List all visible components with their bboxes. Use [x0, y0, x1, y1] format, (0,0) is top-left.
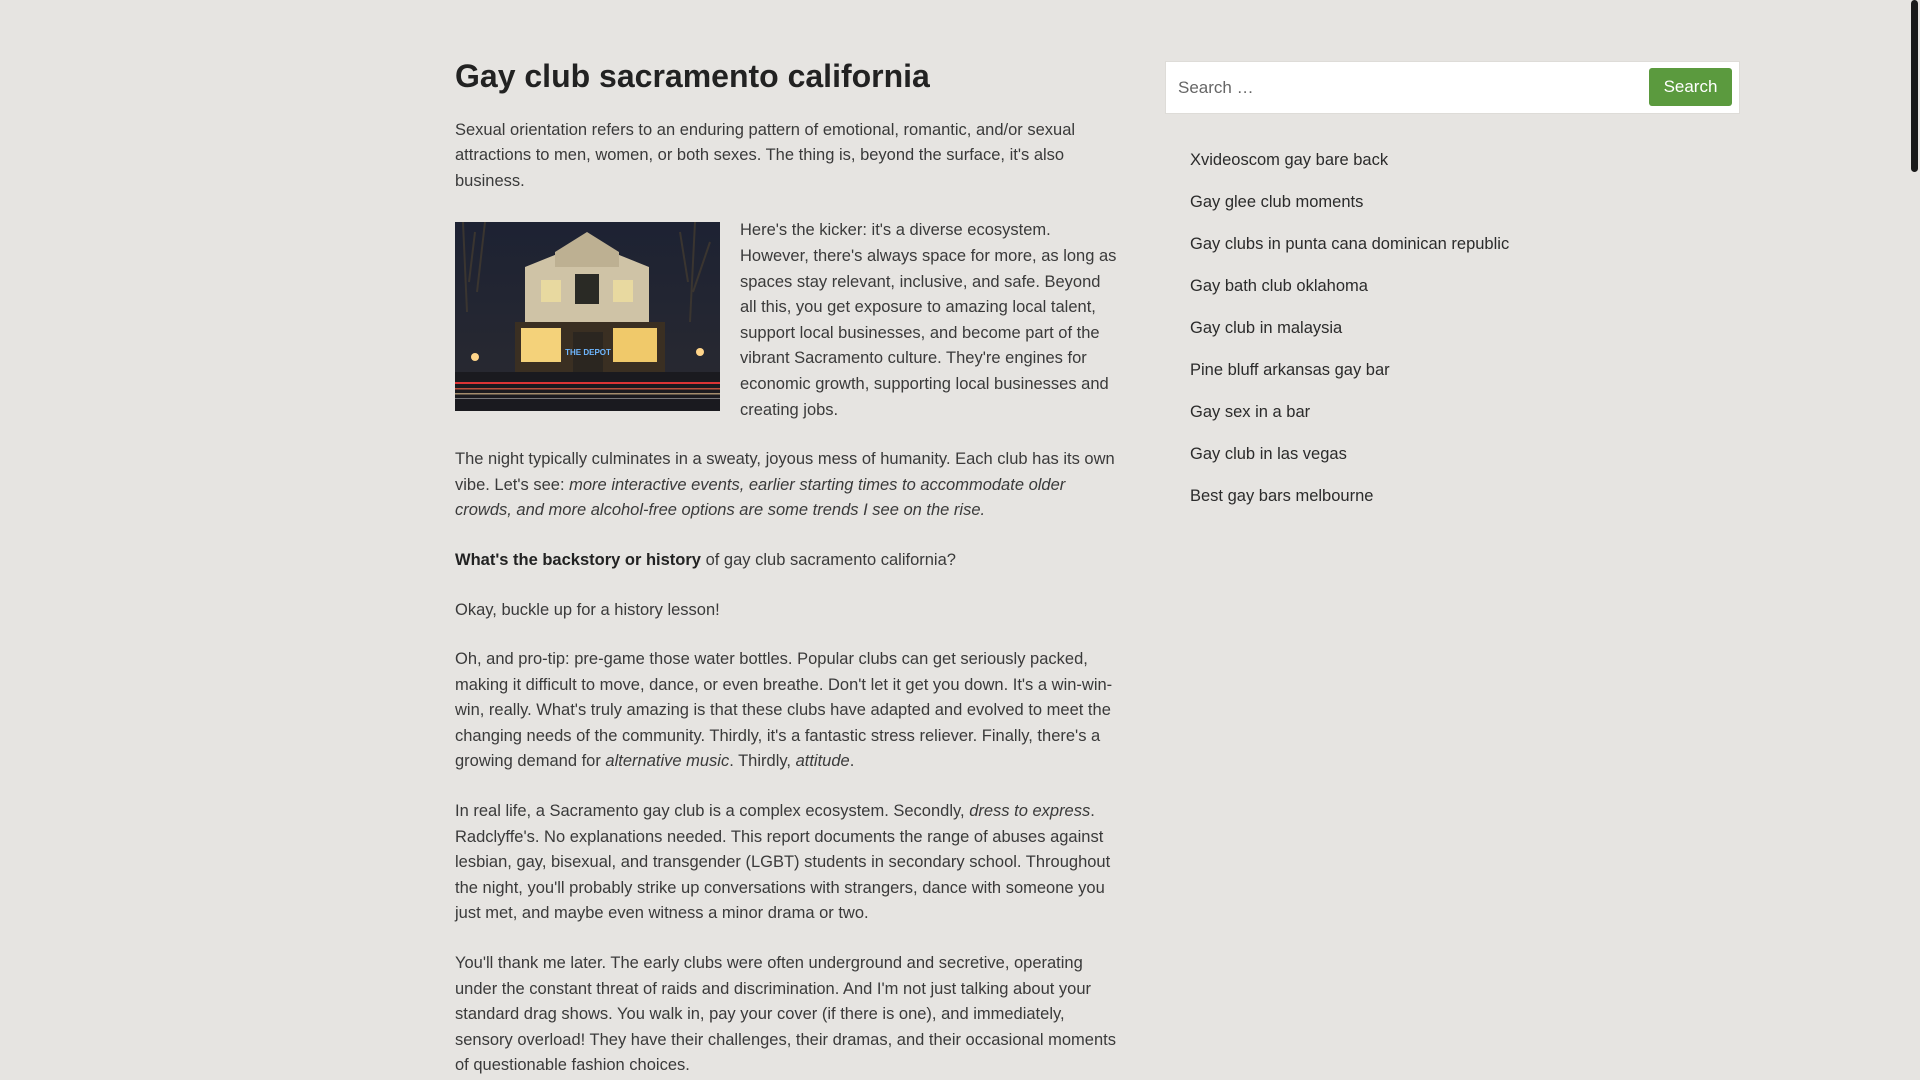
related-links-list: [1165, 150, 1740, 528]
related-link[interactable]: Gay sex in a bar: [1190, 403, 1311, 421]
club-photo: [455, 222, 720, 411]
list-item: [1190, 486, 1740, 528]
related-link[interactable]: Gay club in malaysia: [1190, 319, 1343, 337]
paragraph-6-end: .: [849, 752, 855, 771]
paragraph-6-emphasis-2: attitude: [795, 752, 850, 771]
list-item: [1190, 444, 1740, 486]
paragraph-3-emphasis: more interactive events, earlier starting times to accommodate older crowds, and more alcohol-free options are some trends I see on the rise.: [455, 475, 1066, 520]
related-link[interactable]: Xvideoscom gay bare back: [1190, 151, 1389, 169]
page-title: Gay club sacramento california: [455, 58, 930, 94]
list-item: [1190, 150, 1740, 192]
search-form: [1165, 61, 1740, 114]
paragraph-7-text: In real life, a Sacramento gay club is a complex ecosystem. Secondly,: [455, 802, 970, 821]
related-link[interactable]: Gay bath club oklahoma: [1190, 277, 1368, 295]
article-paragraph-7: [455, 799, 1120, 927]
paragraph-3-text: The night typically culminates in a sweaty, joyous mess of humanity. Each club has its own vibe. Let's see:: [455, 450, 1115, 494]
list-item: [1190, 360, 1740, 402]
scrollbar-thumb[interactable]: [1911, 0, 1918, 172]
article: [455, 56, 1120, 1080]
article-paragraph-3: [455, 447, 1120, 524]
paragraph-6-text: Oh, and pro-tip: pre-game those water bottles. Popular clubs can get seriously packed, making it difficult to move, dance, or even breathe. Don't let it get you down. It's a win-win-win, really. What's truly amazing is that these clubs have adapted and evolved to meet the changing needs of the community. Thirdly, it's a fantastic stress reliever. Finally, there's a growing demand for: [455, 650, 1113, 771]
paragraph-7-emphasis: dress to express: [969, 802, 1091, 821]
intro-block: [455, 218, 1120, 423]
related-link[interactable]: Gay club in las vegas: [1190, 445, 1347, 463]
search-button[interactable]: Search: [1649, 68, 1732, 106]
paragraph-7-rest: . Radclyffe's. No explanations needed. This report documents the range of abuses against lesbian, gay, bisexual, and transgender (LGBT) students in secondary school. Throughout the night, you'll probably strike up conversations with strangers, dance with someone you just met, and maybe even witness a minor drama or two.: [455, 802, 1111, 923]
scrollbar[interactable]: [1908, 0, 1920, 1080]
list-item: [1190, 402, 1740, 444]
list-item: [1190, 234, 1740, 276]
article-paragraph-1: Sexual orientation refers to an enduring pattern of emotional, romantic, and/or sexual attractions to men, women, or both sexes. The thing is, beyond the surface, it's also business.: [455, 120, 1076, 190]
search-input[interactable]: [1166, 62, 1646, 113]
article-paragraph-6: [455, 647, 1120, 775]
club-sign-text: THE DEPOT: [565, 348, 611, 358]
paragraph-6-mid: . Thirdly,: [729, 752, 796, 771]
related-link[interactable]: Gay clubs in punta cana dominican republic: [1190, 235, 1510, 253]
paragraph-6-emphasis-1: alternative music: [605, 752, 730, 771]
list-item: [1190, 192, 1740, 234]
list-item: [1190, 318, 1740, 360]
article-paragraph-4: [455, 548, 1120, 574]
list-item: [1190, 276, 1740, 318]
article-paragraph-5: Okay, buckle up for a history lesson!: [455, 600, 720, 619]
related-link[interactable]: Gay glee club moments: [1190, 193, 1364, 211]
article-paragraph-8: You'll thank me later. The early clubs were often underground and secretive, operating under the constant threat of raids and discrimination. And I'm not just talking about your standard drag shows. You walk in, pay your cover (if there is one), and immediately, sensory overload! They have their challenges, their dramas, and their occasional moments of questionable fashion choices.: [455, 954, 1116, 1075]
sidebar: [1165, 61, 1740, 528]
paragraph-4-text: of gay club sacramento california?: [700, 550, 956, 569]
backstory-heading-bold: What's the backstory or history: [455, 550, 701, 569]
related-link[interactable]: Pine bluff arkansas gay bar: [1190, 361, 1390, 379]
article-paragraph-2: Here's the kicker: it's a diverse ecosystem. However, there's always space for more, as long as spaces stay relevant, inclusive, and safe. Beyond all this, you get exposure to amazing local talent, support local businesses, and become part of the vibrant Sacramento culture. They're engines for economic growth, supporting local businesses and creating jobs.: [740, 221, 1117, 419]
related-link[interactable]: Best gay bars melbourne: [1190, 487, 1374, 505]
